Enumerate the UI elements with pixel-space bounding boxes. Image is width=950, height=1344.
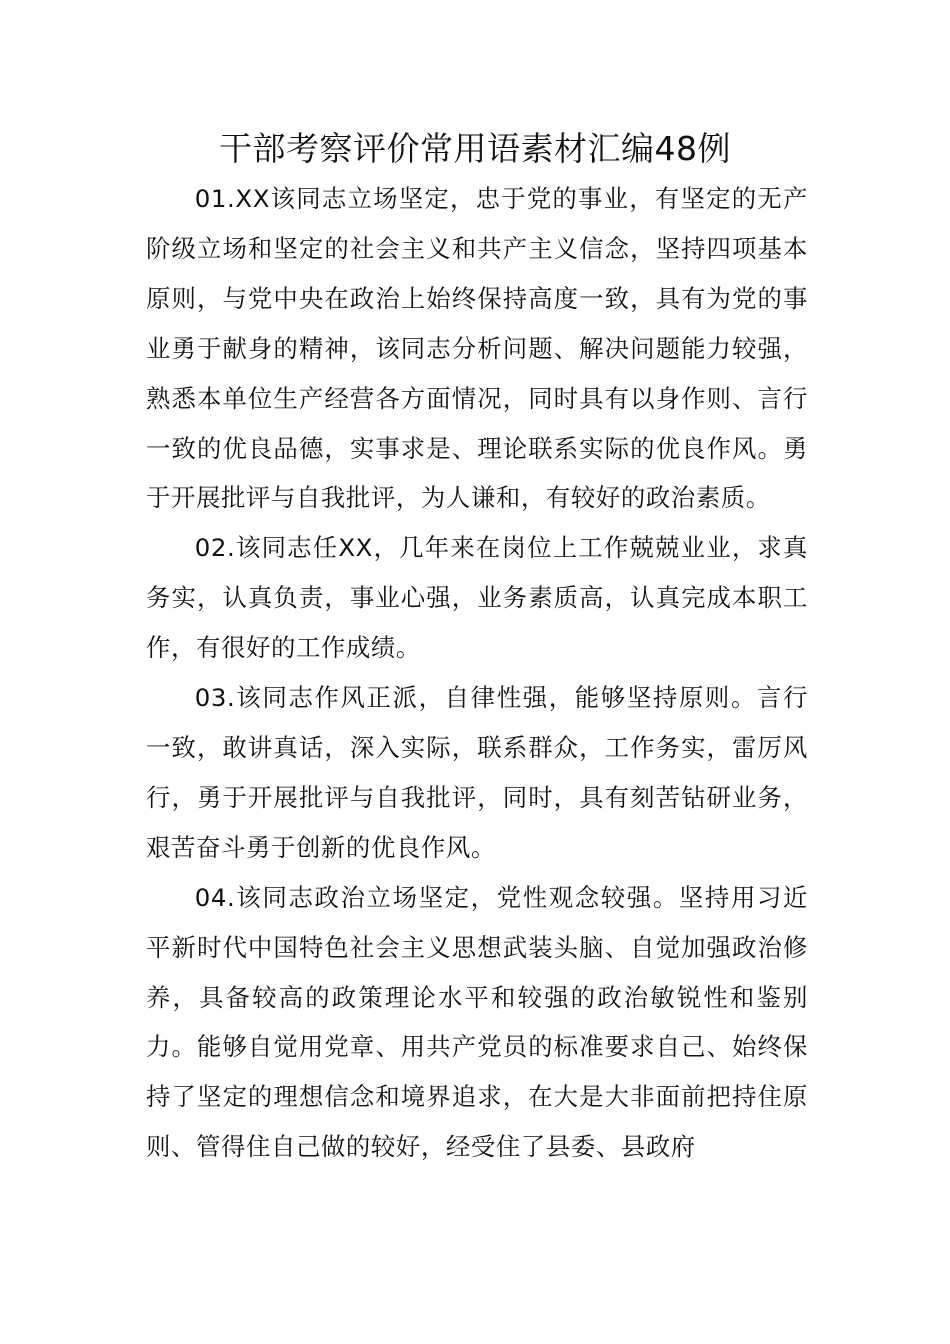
paragraph-02: 02.该同志任XX，几年来在岗位上工作兢兢业业，求真务实，认真负责，事业心强，业务素质高，认真完成本职工作，有很好的工作成绩。 [146,533,808,663]
document-title: 干部考察评价常用语素材汇编48例 [219,129,731,168]
paragraph-01: 01.XX该同志立场坚定，忠于党的事业，有坚定的无产阶级立场和坚定的社会主义和共产主义信念，坚持四项基本原则，与党中央在政治上始终保持高度一致，具有为党的事业勇于献身的精神，该同志分析问题、解决问题能力较强，熟悉本单位生产经营各方面情况，同时具有以身作则、言行一致的优良品德，实事求是、理论联系实际的优良作风。勇于开展批评与自我批评，为人谦和，有较好的政治素质。 [146,184,808,513]
paragraph-04: 04.该同志政治立场坚定，党性观念较强。坚持用习近平新时代中国特色社会主义思想武装头脑、自觉加强政治修养，具备较高的政策理论水平和较强的政治敏锐性和鉴别力。能够自觉用党章、用共产党员的标准要求自己、始终保持了坚定的理想信念和境界追求，在大是大非面前把持住原则、管得住自己做的较好，经受住了县委、县政府 [146,882,808,1162]
document-body [146,174,808,1172]
paragraph-03: 03.该同志作风正派，自律性强，能够坚持原则。言行一致，敢讲真话，深入实际，联系群众，工作务实，雷厉风行，勇于开展批评与自我批评，同时，具有刻苦钻研业务，艰苦奋斗勇于创新的优良作风。 [146,683,808,862]
